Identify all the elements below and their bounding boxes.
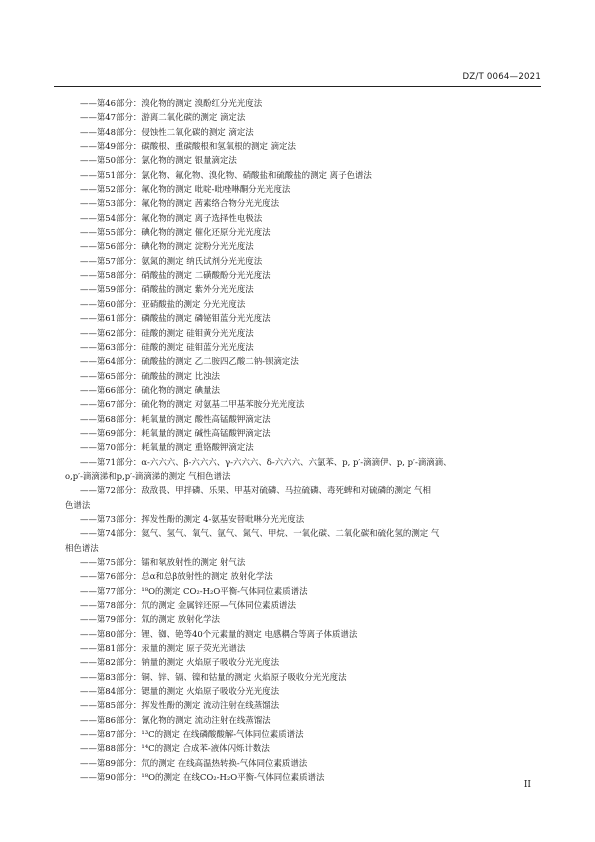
part-list-item-continuation: 色谱法 <box>65 499 91 510</box>
part-list-item: ——第51部分：氯化物、氟化物、溴化物、硝酸盐和硫酸盐的测定 离子色谱法 <box>80 169 372 180</box>
part-list-item: ——第78部分：氘的测定 金属锌还原—气体同位素质谱法 <box>80 600 296 611</box>
part-list-item: ——第60部分：亚硝酸盐的测定 分光光度法 <box>80 298 246 309</box>
part-list-item: ——第84部分：锶量的测定 火焰原子吸收分光光度法 <box>80 686 280 697</box>
part-list-item: ——第47部分：游离二氧化碳的测定 滴定法 <box>80 112 246 123</box>
part-list-item: ——第61部分：磷酸盐的测定 磷铋钼蓝分光光度法 <box>80 313 271 324</box>
part-list-item: ——第90部分：¹⁸O的测定 在线CO₂-H₂O平衡-气体同位素质谱法 <box>80 772 325 783</box>
part-list-item: ——第70部分：耗氧量的测定 重铬酸钾滴定法 <box>80 442 254 453</box>
part-list-item: ——第83部分：铜、锌、镉、镍和钴量的测定 火焰原子吸收分光光度法 <box>80 671 347 682</box>
part-list-item: ——第62部分：硅酸的测定 硅钼黄分光光度法 <box>80 327 254 338</box>
part-list-item-continuation: 相色谱法 <box>65 542 99 553</box>
part-list-item: ——第75部分：镭和氡放射性的测定 射气法 <box>80 557 246 567</box>
part-list-item: ——第81部分：汞量的测定 原子荧光光谱法 <box>80 643 246 654</box>
part-list-item: ——第77部分：¹⁸O的测定 CO₂-H₂O平衡-气体同位素质谱法 <box>80 585 308 596</box>
part-list-item: ——第76部分：总α和总β放射性的测定 放射化学法 <box>80 571 273 582</box>
part-list-item: ——第46部分：溴化物的测定 溴酚红分光光度法 <box>80 98 263 108</box>
part-list-item: ——第69部分：耗氧量的测定 碱性高锰酸钾滴定法 <box>80 427 271 438</box>
part-list-item: ——第57部分：氨氮的测定 纳氏试剂分光光度法 <box>80 255 263 266</box>
part-list-item: ——第72部分：敌敌畏、甲拌磷、乐果、甲基对硫磷、马拉硫磷、毒死蜱和对硫磷的测定 气相 <box>80 485 431 496</box>
part-list-item: ——第74部分：氦气、氢气、氧气、氩气、氮气、甲烷、一氧化碳、二氧化碳和硫化氢的测定 气 <box>80 528 440 539</box>
part-list-item: ——第71部分：α-六六六、β-六六六、γ-六六六、δ-六六六、六氯苯、p, p′-滴滴伊、p, p′-滴滴滴、 <box>80 456 452 467</box>
part-list-item: ——第89部分：氘的测定 在线高温热转换-气体同位素质谱法 <box>80 757 308 768</box>
part-list-item: ——第54部分：氟化物的测定 离子选择性电极法 <box>80 212 263 223</box>
part-list-item: ——第66部分：硫化物的测定 碘量法 <box>80 384 220 395</box>
part-list-item: ——第56部分：碘化物的测定 淀粉分光光度法 <box>80 241 254 252</box>
part-list-item: ——第67部分：硫化物的测定 对氨基二甲基苯胺分光光度法 <box>80 399 305 410</box>
part-list-item: ——第49部分：碳酸根、重碳酸根和氢氧根的测定 滴定法 <box>80 141 296 152</box>
part-list-item: ——第80部分：锂、铷、铯等40个元素量的测定 电感耦合等离子体质谱法 <box>80 628 358 639</box>
part-list-item: ——第52部分：氟化物的测定 吡啶-吡唑啉酮分光光度法 <box>80 184 291 195</box>
part-list-item: ——第82部分：钠量的测定 火焰原子吸收分光光度法 <box>80 657 280 668</box>
part-list-item: ——第55部分：碘化物的测定 催化还原分光光度法 <box>80 227 271 238</box>
part-list-item: ——第85部分：挥发性酚的测定 流动注射在线蒸馏法 <box>80 700 280 711</box>
part-list-item: ——第87部分：¹³C的测定 在线磷酸酸解-气体同位素质谱法 <box>80 729 304 740</box>
part-list-item: ——第86部分：氰化物的测定 流动注射在线蒸馏法 <box>80 714 271 725</box>
part-list-item: ——第48部分：侵蚀性二氧化碳的测定 滴定法 <box>80 126 254 137</box>
header-rule <box>54 86 541 87</box>
part-list-item: ——第59部分：硝酸盐的测定 紫外分光光度法 <box>80 284 254 295</box>
part-list-item-continuation: o,p′-滴滴涕和p,p′-滴滴涕的测定 气相色谱法 <box>65 470 231 481</box>
page-number: II <box>523 780 531 790</box>
document-code: DZ/T 0064—2021 <box>462 72 541 82</box>
part-list-item: ——第64部分：硫酸盐的测定 乙二胺四乙酸二钠-钡滴定法 <box>80 356 299 367</box>
part-list-item: ——第63部分：硅酸的测定 硅钼蓝分光光度法 <box>80 341 254 352</box>
part-list-item: ——第88部分：¹⁴C的测定 合成苯-液体闪烁计数法 <box>80 743 270 754</box>
part-list-item: ——第73部分：挥发性酚的测定 4-氨基安替吡啉分光光度法 <box>80 513 305 524</box>
part-list-item: ——第50部分：氯化物的测定 银量滴定法 <box>80 155 237 166</box>
part-list-item: ——第58部分：硝酸盐的测定 二磺酸酚分光光度法 <box>80 270 271 281</box>
part-list-item: ——第68部分：耗氧量的测定 酸性高锰酸钾滴定法 <box>80 413 271 424</box>
part-list <box>65 96 545 785</box>
part-list-item: ——第79部分：氚的测定 放射化学法 <box>80 614 220 625</box>
part-list-item: ——第53部分：氟化物的测定 茜素络合物分光光度法 <box>80 198 280 209</box>
part-list-item: ——第65部分：硫酸盐的测定 比浊法 <box>80 370 220 381</box>
